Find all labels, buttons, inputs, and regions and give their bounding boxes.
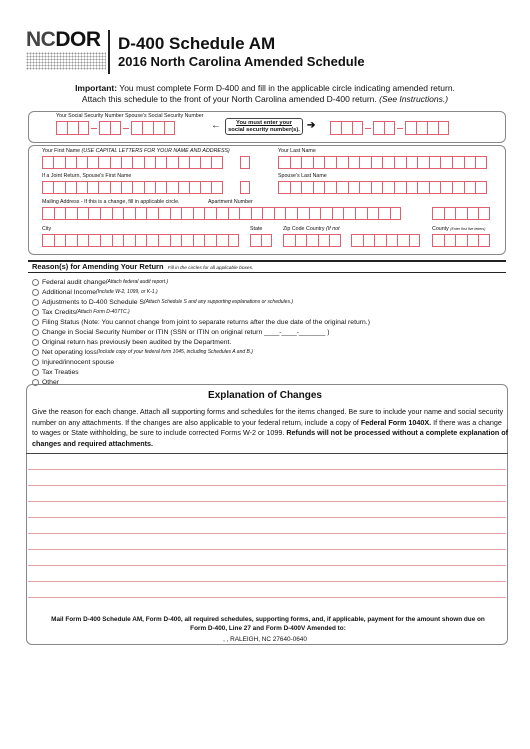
explanation-text1: Give the reason for each change. Attach all supporting forms and schedules for the items changed. Be sure to include your name and social security number on any attachments. If the changes are also applicable to your federal return, include a copy of — [32, 407, 504, 427]
reason-circle[interactable] — [32, 339, 39, 346]
arrow-right-icon: ➔ — [307, 120, 316, 131]
reason-ssn-change[interactable] — [32, 327, 330, 337]
refunds-warning: Refunds will not be processed without a complete explanation of changes and required attachments. — [32, 428, 508, 448]
spouse-ssn-field[interactable] — [330, 121, 449, 135]
instructions-text1: You must complete Form D-400 and fill in the applicable circle indicating amended return. — [117, 83, 455, 93]
reason-note: (Include copy of your federal form 1045, including Schedules A and B.) — [96, 349, 253, 355]
reason-federal-audit[interactable] — [32, 277, 168, 287]
reason-circle[interactable] — [32, 349, 39, 356]
first-name-label-text: Your First Name — [42, 148, 82, 154]
explanation-line[interactable] — [28, 517, 506, 518]
reason-injured-spouse[interactable] — [32, 357, 114, 367]
instructions-line2 — [0, 94, 530, 104]
country-label-text: Country — [306, 226, 327, 232]
explanation-line[interactable] — [28, 485, 506, 486]
first-name-field[interactable] — [42, 156, 223, 169]
reason-tax-credits[interactable] — [32, 307, 130, 317]
spouse-last-name-field[interactable] — [278, 181, 487, 194]
reason-note: (Attach Form D-407TC.) — [76, 309, 130, 315]
reason-tax-treaties[interactable] — [32, 367, 79, 377]
reason-label: Injured/innocent spouse — [42, 358, 115, 366]
reason-note: (Attach Schedule S and any supporting explanations or schedules.) — [144, 299, 293, 305]
county-hint: (Enter first five letters) — [450, 227, 486, 231]
first-name-hint: (USE CAPITAL LETTERS FOR YOUR NAME AND ADDRESS) — [81, 148, 230, 154]
explanation-title: Explanation of Changes — [208, 390, 322, 401]
reason-label: Tax Credits — [42, 308, 76, 316]
reason-circle[interactable] — [32, 359, 39, 366]
reason-filing-status[interactable] — [32, 317, 370, 327]
apartment-label: Apartment Number — [208, 199, 253, 205]
last-name-field[interactable] — [278, 156, 487, 169]
instructions-line1 — [0, 83, 530, 93]
reason-circle[interactable] — [32, 369, 39, 376]
notice-line1: You must enter your — [236, 120, 292, 126]
spouse-last-name-label: Spouse's Last Name — [278, 173, 327, 179]
first-name-label — [42, 148, 230, 154]
explanation-rule — [26, 453, 508, 454]
explanation-line[interactable] — [28, 549, 506, 550]
ncdor-logo — [26, 28, 106, 72]
reason-circle[interactable] — [32, 289, 39, 296]
logo-nc-text: NC — [26, 28, 56, 51]
form-title: D-400 Schedule AM — [118, 34, 276, 53]
country-field[interactable] — [351, 234, 420, 247]
reason-circle[interactable] — [32, 299, 39, 306]
mailing-instructions — [30, 616, 506, 633]
country-hint: (If not — [326, 226, 340, 232]
reason-circle[interactable] — [32, 319, 39, 326]
mi-field[interactable] — [240, 156, 250, 169]
reason-label: Change in Social Security Number or ITIN (SSN or ITIN on original return ____-____-_______ ) — [42, 328, 330, 336]
instructions-text2: Attach this schedule to the front of your North Carolina amended D-400 return. — [81, 94, 380, 104]
explanation-line[interactable] — [28, 501, 506, 502]
country-label — [306, 226, 340, 232]
reason-note: (Include W-2, 1099, or K-1.) — [96, 289, 158, 295]
important-label: Important: — [75, 83, 118, 93]
reason-net-operating-loss[interactable] — [32, 347, 253, 357]
your-ssn-label: Your Social Security Number — [56, 113, 124, 119]
mailing-line1: Mail Form D-400 Schedule AM, Form D-400, all required schedules, supporting forms, and, if applicable, payment for the amount shown due on — [51, 616, 485, 623]
mailing-address-label: Mailing Address - If this is a change, fill in applicable circle. — [42, 199, 180, 205]
reason-label: Federal audit change — [42, 278, 106, 286]
see-instructions: (See Instructions.) — [379, 94, 449, 104]
reason-circle[interactable] — [32, 329, 39, 336]
reason-label: Filing Status (Note: You cannot change from joint to separate returns after the due date of the original return.) — [42, 318, 370, 326]
reason-note: (Attach federal audit report.) — [105, 279, 169, 285]
spouse-first-name-field[interactable] — [42, 181, 223, 194]
federal-form-1040x: Federal Form 1040X. — [360, 417, 432, 427]
header-divider — [108, 30, 110, 74]
spouse-mi-field[interactable] — [240, 181, 250, 194]
form-subtitle: 2016 North Carolina Amended Schedule — [118, 54, 365, 69]
mailing-line2: Form D-400, Line 27 and Form D-400V Amended to: — [190, 624, 346, 632]
state-label: State — [250, 226, 263, 232]
explanation-line[interactable] — [28, 581, 506, 582]
explanation-instructions — [32, 407, 508, 449]
reason-previously-audited[interactable] — [32, 337, 231, 347]
county-label-text: County — [432, 226, 451, 232]
city-field[interactable] — [42, 234, 239, 247]
reason-label: Net operating loss — [42, 348, 97, 356]
reason-schedule-s[interactable] — [32, 297, 293, 307]
notice-line2: social security number(s). — [228, 126, 300, 133]
logo-map-pattern — [26, 52, 106, 70]
reason-circle[interactable] — [32, 309, 39, 316]
last-name-label: Your Last Name — [278, 148, 316, 154]
apartment-field[interactable] — [432, 207, 490, 220]
reasons-head-rule — [28, 272, 506, 273]
arrow-left-icon: ← — [211, 120, 221, 131]
explanation-line[interactable] — [28, 597, 506, 598]
reasons-hint: Fill in the circles for all applicable boxes. — [167, 266, 254, 271]
zip-label: Zip Code — [283, 226, 305, 232]
reason-label: Additional Income — [42, 288, 97, 296]
county-label — [432, 226, 485, 232]
reason-label: Original return has previously been audited by the Department. — [42, 338, 232, 346]
ssn-notice — [225, 118, 303, 135]
state-field[interactable] — [250, 234, 272, 247]
reason-additional-income[interactable] — [32, 287, 158, 297]
reason-label: Adjustments to D-400 Schedule S — [42, 298, 145, 306]
explanation-line[interactable] — [28, 469, 506, 470]
reasons-title-text: Reason(s) for Amending Your Return — [32, 262, 164, 271]
reasons-title — [32, 262, 253, 271]
spouse-ssn-label: Spouse's Social Security Number — [125, 113, 204, 119]
reason-label: Tax Treaties — [42, 368, 79, 376]
explanation-line[interactable] — [28, 533, 506, 534]
mailing-address: , , RALEIGH, NC 27640-0640 — [223, 636, 307, 643]
city-label: City — [42, 226, 52, 232]
logo-dor-text: DOR — [55, 28, 101, 51]
mailing-address-field[interactable] — [42, 207, 401, 220]
zip-field[interactable] — [283, 234, 341, 247]
county-field[interactable] — [432, 234, 490, 247]
explanation-line[interactable] — [28, 565, 506, 566]
reason-circle[interactable] — [32, 279, 39, 286]
explanation-text2: If there was a change to wages or State withholding, be sure to include corrected Forms W-2 or 1099. — [32, 417, 502, 437]
reason-label: Other — [42, 378, 59, 386]
your-ssn-field[interactable] — [56, 121, 175, 135]
spouse-first-name-label: If a Joint Return, Spouse's First Name — [42, 173, 132, 179]
